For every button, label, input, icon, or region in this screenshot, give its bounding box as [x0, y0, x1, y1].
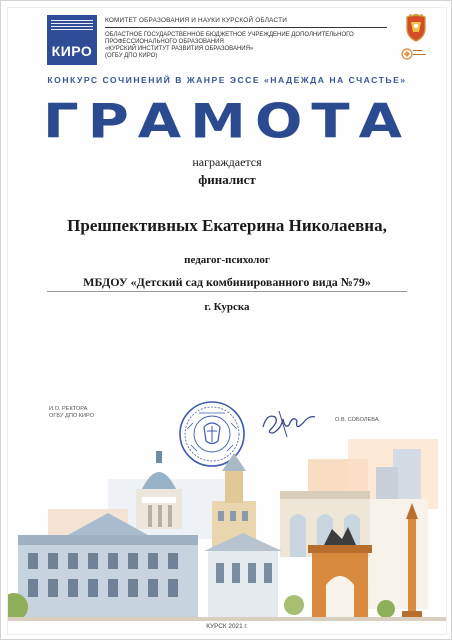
contest-title: КОНКУРС СОЧИНЕНИЙ В ЖАНРЕ ЭССЕ «НАДЕЖДА НА СЧАСТЬЕ»: [47, 75, 407, 85]
institution-name: [105, 32, 385, 60]
program-logo: [401, 47, 426, 65]
institution-line: «КУРСКИЙ ИНСТИТУТ РАЗВИТИЯ ОБРАЗОВАНИЯ»: [105, 46, 254, 52]
rector-title-line: ОГБУ ДПО КИРО: [49, 413, 94, 419]
logo-stripes: [51, 18, 93, 32]
city-buildings-illustration: [8, 439, 446, 621]
recipient-organization: МБДОУ «Детский сад комбинированного вида №79»: [83, 275, 371, 289]
header-divider: [105, 27, 387, 28]
recipient-name: Прешпективных Екатерина Николаевна,: [67, 216, 387, 235]
program-logo-icon: [401, 48, 413, 60]
recipient-position: педагог-психолог: [184, 254, 270, 266]
domed-building: [136, 451, 182, 529]
institution-line: ОБЛАСТНОЕ ГОСУДАРСТВЕННОЕ БЮДЖЕТНОЕ УЧРЕЖДЕНИЕ ДОПОЛНИТЕЛЬНОГО: [105, 32, 354, 38]
rector-title-line: И.О. РЕКТОРА: [49, 406, 88, 412]
rector-title: [49, 406, 94, 420]
signatory-name: О.В. СОБОЛЕВА: [335, 417, 379, 423]
region-emblem-icon: [405, 14, 427, 42]
center-building: [204, 533, 282, 621]
organization-underline: [47, 291, 407, 292]
certificate-title: ГРАМОТА: [43, 93, 411, 150]
award-status: финалист: [198, 172, 256, 187]
awarded-label: награждается: [192, 155, 262, 169]
footer-city-year: КУРСК 2021 г.: [206, 623, 248, 630]
committee-name: КОМИТЕТ ОБРАЗОВАНИЯ И НАУКИ КУРСКОЙ ОБЛАСТИ: [105, 17, 287, 24]
recipient-city: г. Курска: [204, 301, 250, 313]
institution-line: (ОГБУ ДПО КИРО): [105, 53, 158, 59]
logo-word: КИРО: [51, 43, 93, 59]
program-logo-text: ▬▬▬ ▬▬▬▬: [413, 48, 426, 56]
kiro-logo: [47, 15, 97, 65]
institution-line: ПРОФЕССИОНАЛЬНОГО ОБРАЗОВАНИЯ: [105, 39, 224, 45]
handwritten-signature: [259, 407, 319, 441]
